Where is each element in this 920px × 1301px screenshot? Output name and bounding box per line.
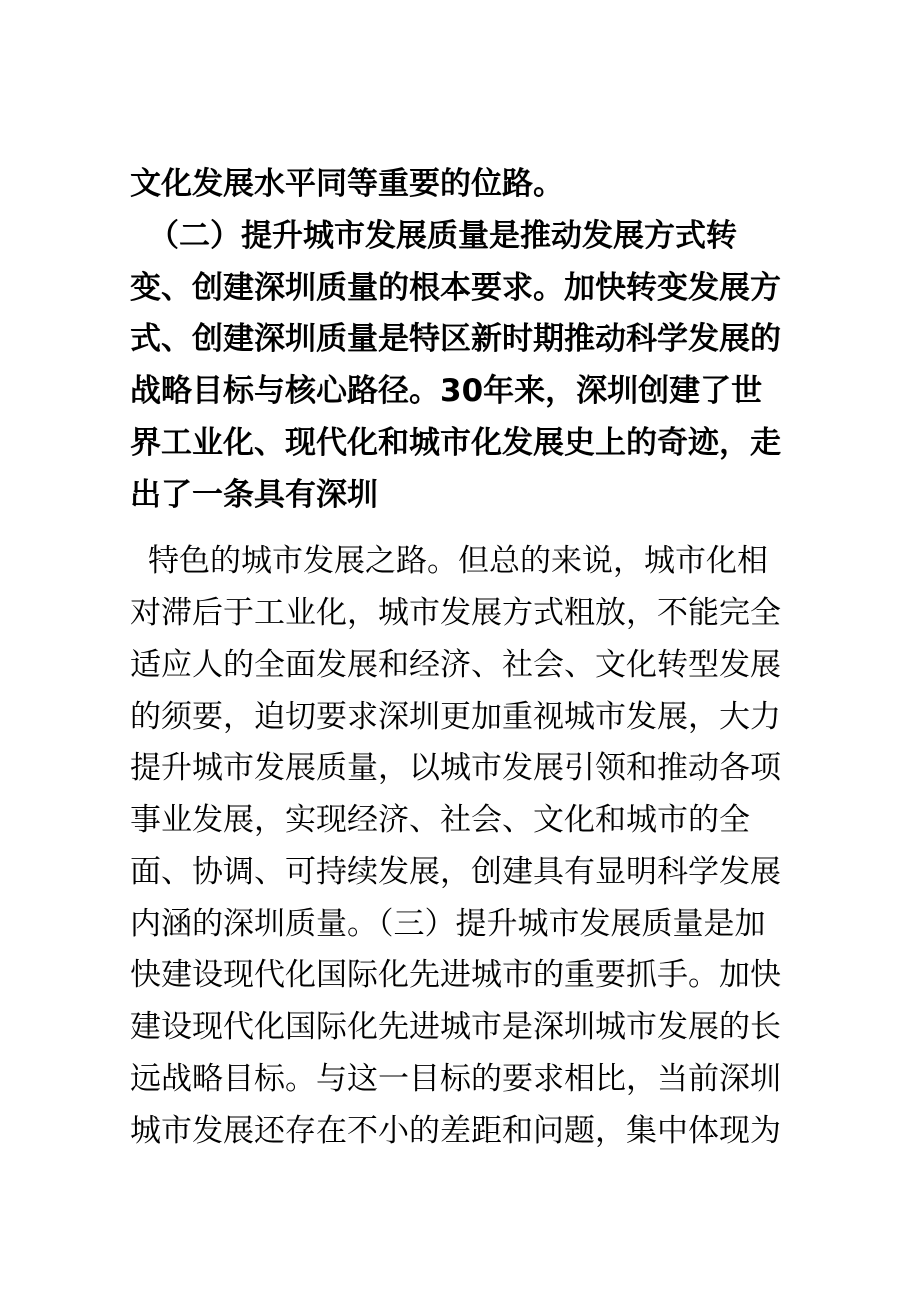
text-line: 变、创建深圳质量的根本要求。加快转变发展方 <box>130 270 781 306</box>
text-line: 战略目标与核心路径。30年来，深圳创建了世 <box>130 373 763 409</box>
text-line: 的须要，迫切要求深圳更加重视城市发展，大力 <box>130 699 781 735</box>
text-line: 事业发展，实现经济、社会、文化和城市的全 <box>130 802 750 838</box>
section-heading-line: （二）提升城市发展质量是推动发展方式转 <box>148 218 737 254</box>
text-line: 远战略目标。与这一目标的要求相比，当前深圳 <box>130 1061 781 1097</box>
text-line: 文化发展水平同等重要的位路。 <box>130 166 564 202</box>
text-line: 提升城市发展质量，以城市发展引领和推动各项 <box>130 750 781 786</box>
text-line: 内涵的深圳质量。（三）提升城市发展质量是加 <box>130 906 766 942</box>
text-line: 出了一条具有深圳 <box>130 477 378 513</box>
text-line: 面、协调、可持续发展，创建具有显明科学发展 <box>130 854 781 890</box>
text-line: 适应人的全面发展和经济、社会、文化转型发展 <box>130 647 781 683</box>
text-line: 对滞后于工业化，城市发展方式粗放，不能完全 <box>130 595 781 631</box>
text-line: 快建设现代化国际化先进城市的重要抓手。加快 <box>130 957 781 993</box>
text-line: 式、创建深圳质量是特区新时期推动科学发展的 <box>130 321 781 357</box>
text-line: 建设现代化国际化先进城市是深圳城市发展的长 <box>130 1009 781 1045</box>
text-line: 界工业化、现代化和城市化发展史上的奇迹，走 <box>130 425 781 461</box>
text-line: 城市发展还存在不小的差距和问题，集中体现为 <box>130 1113 781 1149</box>
paragraph-first-line: 特色的城市发展之路。但总的来说，城市化相 <box>148 543 768 579</box>
